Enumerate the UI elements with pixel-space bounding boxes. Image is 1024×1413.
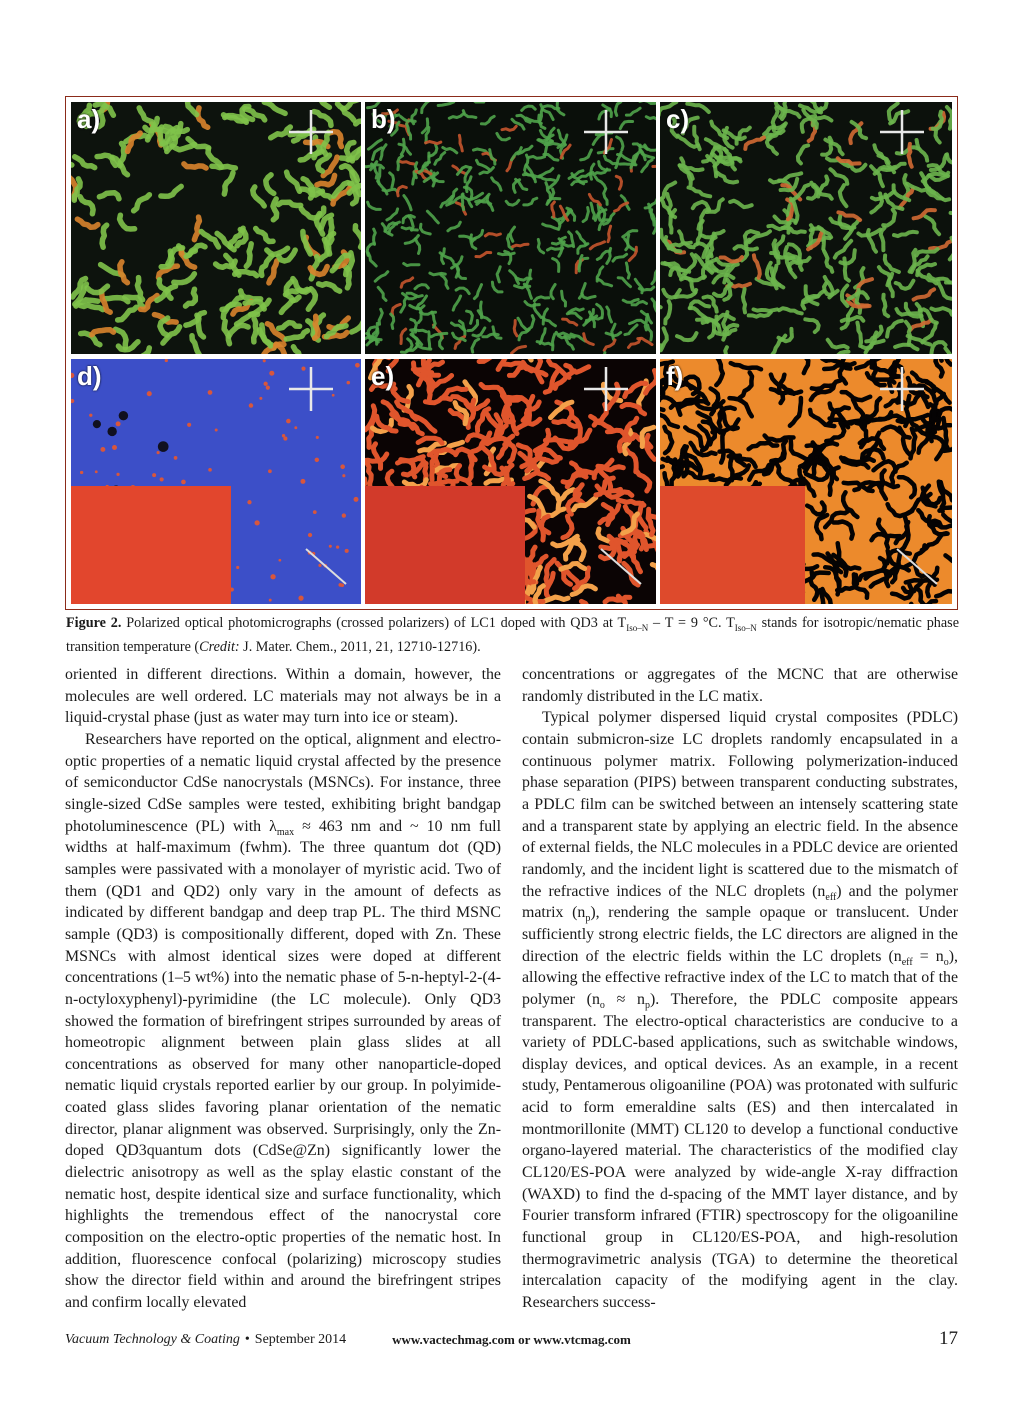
micrograph-panel-f [660, 359, 952, 604]
right-paragraph-2-text-c: ), rendering the sample opaque or translucent. Under sufficiently strong electric fields, the LC directors are aligned in the direction of the electric fields within the LC droplets (n [522, 904, 958, 965]
caption-text-3: stands for isotropic/nematic phase transition temperature ( [66, 615, 959, 655]
sub-eff-2: eff [901, 956, 913, 968]
right-paragraph-2-text-f: ≈ n [604, 990, 645, 1008]
sub-p-1: p [585, 913, 591, 925]
micrograph-image-b [365, 102, 656, 354]
page-footer [65, 1328, 958, 1352]
caption-text-1: Polarized optical photomicrographs (crossed polarizers) of LC1 doped with QD3 at T [121, 615, 627, 631]
figure-caption [66, 614, 959, 657]
footer-date: September 2014 [254, 1332, 347, 1347]
panel-label-d: d) [77, 361, 102, 391]
left-paragraph-2 [65, 729, 501, 1314]
left-paragraph-2-text-b: ≈ 463 nm and ~ 10 nm full widths at half-maximum (fwhm). The three quantum dot (QD) samples were passivated with a monolayer of myristic acid. Two of them (QD1 and QD2) only vary in the amount of defects as indicated by different bandgap and deep trap PL. The third MSNC sample (QD3) is compositionally different, doped with Zn. These MSNCs with almost identical sizes were doped at different concentrations (1–5 wt%) into the nematic phase of 5-n-heptyl-2-(4-n-octyloxyphenyl)-pyrimidine (the LC molecule). Only QD3 showed the formation of birefringent stripes surrounded by areas of homeotropic alignment between plain glass slides at all concentrations as observed for many other nanoparticle-doped nematic liquid crystals reported earlier by our group. In polyimide-coated glass slides favoring planar orientation of the nematic director, planar alignment was observed. Surprisingly, only the Zn-doped QD3quantum dots (CdSe@Zn) significantly lower the dielectric anisotropy as well as the splay elastic constant of the nematic host, despite identical size and surface functionality, which highlights the tremendous effect of the nanocrystal core composition on the electro-optic properties of the nematic host. In addition, fluorescence confocal (polarizing) microscopy studies show the director field within and around the birefringent stripes and confirm locally elevated [65, 817, 501, 1312]
sub-o-2: o [599, 1000, 605, 1012]
left-paragraph-1: oriented in different directions. Within a domain, however, the molecules are well ordered. LC materials may not always be in a liquid-crystal phase (just as water may turn into ice or steam). [65, 666, 501, 727]
micrograph-image-f [660, 359, 952, 604]
panel-label-a: a) [77, 104, 101, 134]
caption-sub-1: Iso–N [626, 622, 649, 633]
micrograph-image-e [365, 359, 656, 604]
caption-credit-label: Credit: [199, 638, 240, 655]
micrograph-panel-c [660, 102, 952, 354]
figure-2 [65, 96, 958, 610]
page-number: 17 [939, 1328, 958, 1349]
caption-label: Figure 2. [66, 615, 122, 631]
sub-p-2: p [645, 1000, 650, 1012]
panel-label-b: b) [371, 104, 396, 134]
micrograph-image-d [71, 359, 361, 604]
micrograph-panel-d [71, 359, 361, 604]
caption-text-2: – T = 9 °C. T [648, 615, 735, 631]
right-column [522, 664, 958, 1314]
right-paragraph-2-text-a: Typical polymer dispersed liquid crystal composites (PDLC) contain submicron-size LC droplets randomly encapsulated in a continuous polymer matrix. Following polymerization-induced phase separation (PIPS) between transparent conducting substrates, a PDLC film can be switched between an intensely scattering state and a transparent state by applying an electric field. In the absence of external fields, the NLC molecules in a PDLC device are oriented randomly, and the incident light is scattered due to the mismatch of the refractive indices of the NLC droplets (n [522, 709, 958, 900]
right-paragraph-2-text-g: ). Therefore, the PDLC composite appears transparent. The electro-optical characteristics are conducive to a variety of PDLC-based applications, such as switchable windows, display devices, and optical devices. As an example, in a recent study, Pentamerous oligoaniline (POA) was protonated with sulfuric acid to form emeraldine salts (ES) and then intercalated in montmorillonite (MMT) CL120 to develop a functional conductive organo-layered material. The characteristics of the modified clay CL120/ES-POA were analyzed by wide-angle X-ray diffraction (WAXD) to find the d-spacing of the MMT layer distance, and by Fourier transform infrared (FTIR) spectroscopy for the oligoaniline functional group in CL120/ES-POA, and high-resolution thermogravimetric analysis (TGA) to determine the theoretical intercalation capacity of the modifying agent in the clay. Researchers success- [522, 990, 958, 1312]
right-paragraph-2 [522, 707, 958, 1313]
right-paragraph-2-text-d: = n [912, 947, 944, 965]
footer-bullet: • [244, 1332, 250, 1347]
micrograph-image-c [660, 102, 952, 354]
sub-eff-1: eff [825, 891, 837, 903]
right-paragraph-1: concentrations or aggregates of the MCNC that are otherwise randomly distributed in the LC matix. [522, 666, 958, 705]
lambda-max-subscript: max [276, 826, 295, 838]
left-paragraph-2-text-a: Researchers have reported on the optical, alignment and electro-optic properties of a nematic liquid crystal affected by the presence of semiconductor CdSe nanocrystals (MSNCs). For instance, three single-sized CdSe samples were tested, exhibiting bright bandgap photoluminescence (PL) with λ [65, 730, 501, 835]
micrograph-panel-b [365, 102, 656, 354]
footer-journal-name: Vacuum Technology & Coating [65, 1332, 240, 1347]
caption-credit-text: J. Mater. Chem., 2011, 21, 12710-12716). [239, 638, 481, 655]
panel-label-c: c) [666, 104, 690, 134]
caption-sub-2: Iso–N [734, 622, 757, 633]
sub-o-1: o [943, 956, 949, 968]
micrograph-panel-e [365, 359, 656, 604]
panel-label-e: e) [371, 361, 395, 391]
footer-url[interactable]: www.vactechmag.com or www.vtcmag.com [392, 1332, 631, 1347]
micrograph-panel-a [71, 102, 361, 354]
left-column [65, 664, 501, 1314]
panel-label-f: f) [666, 361, 684, 391]
micrograph-image-a [71, 102, 361, 354]
right-paragraph-2-text-e: ), allowing the effective refractive index of the LC to match that of the polymer (n [522, 947, 959, 1008]
right-paragraph-2-text-b: ) and the polymer matrix (n [522, 882, 958, 922]
